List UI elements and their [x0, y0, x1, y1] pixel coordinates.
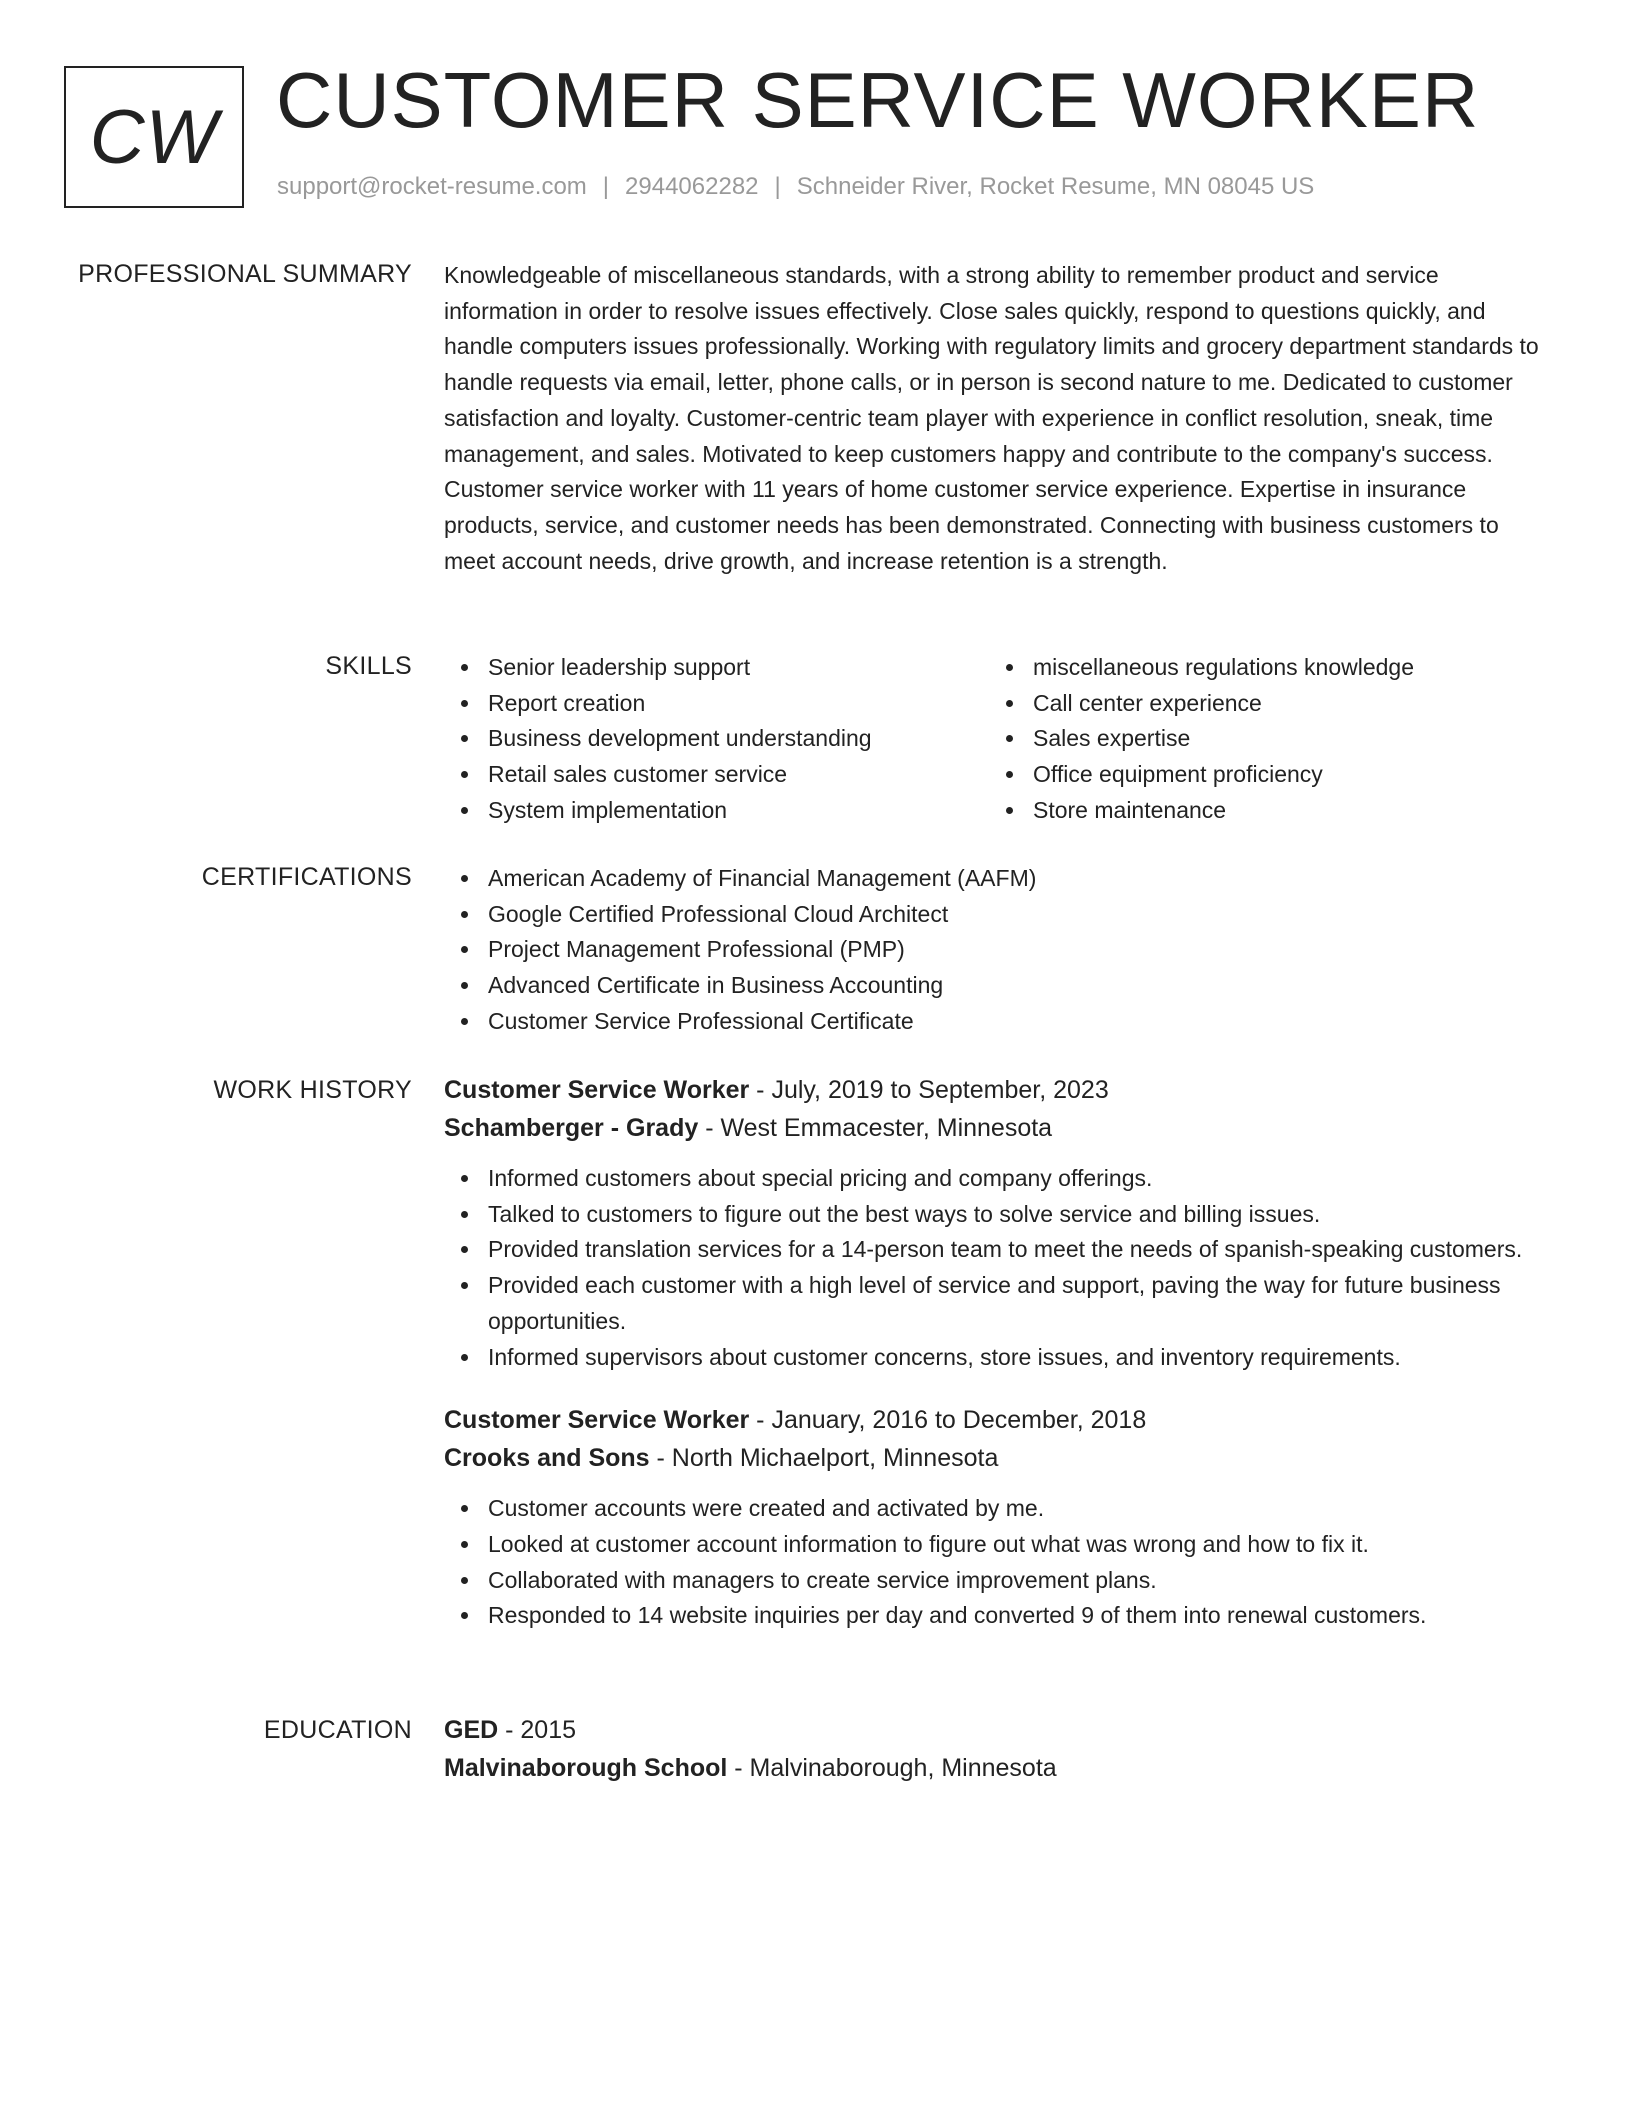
- resume-title: CUSTOMER SERVICE WORKER: [276, 56, 1480, 144]
- job-title-line: [444, 1401, 1544, 1439]
- contact-address: Schneider River, Rocket Resume, MN 08045 US: [796, 173, 1315, 200]
- education-location: - Malvinaborough, Minnesota: [727, 1754, 1057, 1782]
- skill-item: Retail sales customer service: [444, 757, 989, 793]
- skill-item: Store maintenance: [989, 793, 1534, 829]
- job-duty-item: Looked at customer account information to figure out what was wrong and how to fix it.: [444, 1527, 1544, 1563]
- section-label-summary: PROFESSIONAL SUMMARY: [78, 260, 412, 288]
- section-label-work-history: WORK HISTORY: [213, 1076, 412, 1104]
- skills-list-right: [989, 650, 1534, 829]
- skill-item: Business development understanding: [444, 721, 989, 757]
- contact-separator: |: [774, 173, 781, 200]
- skill-item: System implementation: [444, 793, 989, 829]
- job-duty-item: Talked to customers to figure out the best ways to solve service and billing issues.: [444, 1197, 1544, 1233]
- job-company: Crooks and Sons: [444, 1444, 650, 1473]
- education-body: [444, 1711, 1544, 1787]
- contact-line: [277, 173, 1314, 201]
- education-school-line: [444, 1749, 1544, 1787]
- skill-item: Senior leadership support: [444, 650, 989, 686]
- skills-list-left: [444, 650, 989, 829]
- job-duty-item: Informed supervisors about customer concerns, store issues, and inventory requirements.: [444, 1340, 1544, 1376]
- certification-item: Project Management Professional (PMP): [444, 932, 1544, 968]
- education-degree: GED: [444, 1716, 499, 1744]
- skill-item: Report creation: [444, 686, 989, 722]
- certifications-body: [444, 861, 1544, 1040]
- job-entry: [444, 1071, 1544, 1375]
- contact-separator: |: [602, 173, 610, 200]
- skill-item: Sales expertise: [989, 721, 1534, 757]
- skill-item: Call center experience: [989, 686, 1534, 722]
- certification-item: American Academy of Financial Management (AAFM): [444, 861, 1544, 897]
- job-title: Customer Service Worker: [444, 1406, 750, 1435]
- monogram-initials: CW: [89, 94, 219, 180]
- job-entry: [444, 1401, 1544, 1634]
- job-duty-item: Provided translation services for a 14-person team to meet the needs of spanish-speaking customers.: [444, 1232, 1544, 1268]
- summary-text: Knowledgeable of miscellaneous standards, with a strong ability to remember product and service information in order to resolve issues effectively. Close sales quickly, respond to questions quickly, and handle computers issues professionally. Working with regulatory limits and grocery department standards to handle requests via email, letter, phone calls, or in person is second nature to me. Dedicated to customer satisfaction and loyalty. Customer-centric team player with experience in conflict resolution, sneak, time management, and sales. Motivated to keep customers happy and contribute to the company's success. Customer service worker with 11 years of home customer service experience. Expertise in insurance products, service, and customer needs has been demonstrated. Connecting with business customers to meet account needs, drive growth, and increase retention is a strength.: [444, 262, 1539, 574]
- education-degree-line: [444, 1711, 1544, 1749]
- job-dates: - July, 2019 to September, 2023: [749, 1076, 1109, 1104]
- education-school: Malvinaborough School: [444, 1754, 728, 1782]
- certification-item: Google Certified Professional Cloud Architect: [444, 897, 1544, 933]
- education-year: - 2015: [498, 1716, 577, 1744]
- work-history-body: [444, 1071, 1544, 1634]
- certifications-list: [444, 861, 1544, 1040]
- job-company-line: [444, 1439, 1544, 1477]
- job-title-line: [444, 1071, 1544, 1109]
- job-duty-item: Customer accounts were created and activated by me.: [444, 1491, 1544, 1527]
- section-label-skills: SKILLS: [325, 652, 412, 680]
- section-label-education: EDUCATION: [263, 1716, 412, 1744]
- job-dates: - January, 2016 to December, 2018: [749, 1406, 1147, 1435]
- job-duty-item: Collaborated with managers to create service improvement plans.: [444, 1563, 1544, 1599]
- contact-phone[interactable]: 2944062282: [625, 173, 759, 200]
- contact-email[interactable]: support@rocket-resume.com: [277, 173, 587, 200]
- skill-item: miscellaneous regulations knowledge: [989, 650, 1534, 686]
- job-duties-list: [444, 1161, 1544, 1375]
- skill-item: Office equipment proficiency: [989, 757, 1534, 793]
- job-duty-item: Responded to 14 website inquiries per day and converted 9 of them into renewal customers.: [444, 1598, 1544, 1634]
- job-company: Schamberger - Grady: [444, 1114, 699, 1142]
- skills-columns: [444, 650, 1544, 829]
- job-duty-item: Informed customers about special pricing and company offerings.: [444, 1161, 1544, 1197]
- certification-item: Advanced Certificate in Business Accounting: [444, 968, 1544, 1004]
- job-title: Customer Service Worker: [444, 1076, 750, 1104]
- section-label-certifications: CERTIFICATIONS: [201, 863, 412, 891]
- monogram-badge: [64, 66, 244, 208]
- job-location: - North Michaelport, Minnesota: [649, 1444, 999, 1473]
- job-duties-list: [444, 1491, 1544, 1634]
- certification-item: Customer Service Professional Certificate: [444, 1004, 1544, 1040]
- job-location: - West Emmacester, Minnesota: [698, 1114, 1053, 1142]
- job-duty-item: Provided each customer with a high level of service and support, paving the way for future business opportunities.: [444, 1268, 1544, 1339]
- job-company-line: [444, 1109, 1544, 1147]
